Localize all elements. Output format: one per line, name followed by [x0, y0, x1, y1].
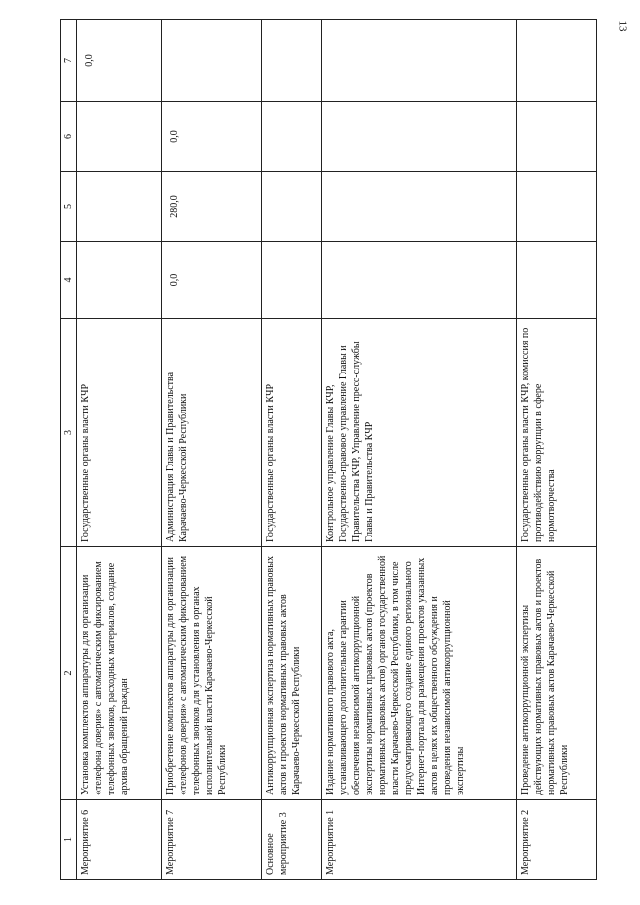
- value-cell-4: [517, 242, 597, 319]
- description-cell: Установка комплектов аппаратуры для организации «телефона доверия» с автоматическим фиксированием телефонных звонков, расходных материалов, создание архива обращений граждан: [77, 547, 162, 800]
- page-number: 13: [616, 20, 629, 32]
- value-cell-5: [77, 172, 162, 242]
- header-cell: 3: [61, 319, 77, 547]
- value-cell-6: [322, 102, 517, 172]
- table-row: [262, 20, 322, 880]
- description-cell: Антикоррупционная экспертиза нормативных правовых актов и проектов нормативных правовых актов Карачаево-Черкесской Республики: [262, 547, 322, 800]
- value-cell-4: [322, 242, 517, 319]
- header-cell: 5: [61, 172, 77, 242]
- value-cell-7: [162, 20, 262, 102]
- program-table: [60, 19, 597, 880]
- event-cell: Мероприятие 2: [517, 800, 597, 880]
- value-cell-6: [77, 102, 162, 172]
- value-cell-4: [77, 242, 162, 319]
- table-row: [322, 20, 517, 880]
- header-cell: 6: [61, 102, 77, 172]
- description-cell: Приобретение комплектов аппаратуры для организации «телефонов доверия» с автоматическим фиксированием телефонных звонков для установления в органах исполнительной власти Карачаево-Черкесской Республики: [162, 547, 262, 800]
- description-cell: Проведение антикоррупционной экспертизы действующих нормативных правовых актов и проектов нормативных правовых актов Карачаево-Черкесской Республики: [517, 547, 597, 800]
- description-cell: Издание нормативного правового акта, устанавливающего дополнительные гарантии обеспечения независимой антикоррупционной экспертизы нормативных правовых актов (проектов нормативных правовых актов) органов государственной власти Карачаево-Черкесской Республики, в том числе предусматривающего создание единого регионального Интернет-портала для размещения проектов указанных актов в целях их общественного обсуждения и проведения независимой антикоррупционной экспертизы: [322, 547, 517, 800]
- event-cell: Мероприятие 1: [322, 800, 517, 880]
- value-cell-5: [322, 172, 517, 242]
- executor-cell: Администрация Главы и Правительства Карачаево-Черкесской Республики: [162, 319, 262, 547]
- value-cell-5: [262, 172, 322, 242]
- value-cell-6: [517, 102, 597, 172]
- executor-cell: Государственные органы власти КЧР: [262, 319, 322, 547]
- value-cell-7: 0,0: [77, 20, 162, 102]
- event-cell: Основное мероприятие 3: [262, 800, 322, 880]
- header-row: [61, 20, 77, 880]
- header-cell: 1: [61, 800, 77, 880]
- value-cell-4: 0,0: [162, 242, 262, 319]
- table-row: [517, 20, 597, 880]
- value-cell-7: [322, 20, 517, 102]
- table-row: [77, 20, 162, 880]
- event-cell: Мероприятие 7: [162, 800, 262, 880]
- value-cell-6: [262, 102, 322, 172]
- header-cell: 4: [61, 242, 77, 319]
- event-cell: Мероприятие 6: [77, 800, 162, 880]
- executor-cell: Государственные органы власти КЧР: [77, 319, 162, 547]
- value-cell-7: [517, 20, 597, 102]
- value-cell-5: 280,0: [162, 172, 262, 242]
- executor-cell: Контрольное управление Главы КЧР, Государственно-правовое управление Главы и Правительства КЧР, Управление пресс-службы Главы и Правительства КЧР: [322, 319, 517, 547]
- value-cell-4: [262, 242, 322, 319]
- table-row: [162, 20, 262, 880]
- executor-cell: Государственные органы власти КЧР, комиссия по противодействию коррупции в сфере нормотворчества: [517, 319, 597, 547]
- header-cell: 7: [61, 20, 77, 102]
- value-cell-6: 0,0: [162, 102, 262, 172]
- value-cell-5: [517, 172, 597, 242]
- header-cell: 2: [61, 547, 77, 800]
- value-cell-7: [262, 20, 322, 102]
